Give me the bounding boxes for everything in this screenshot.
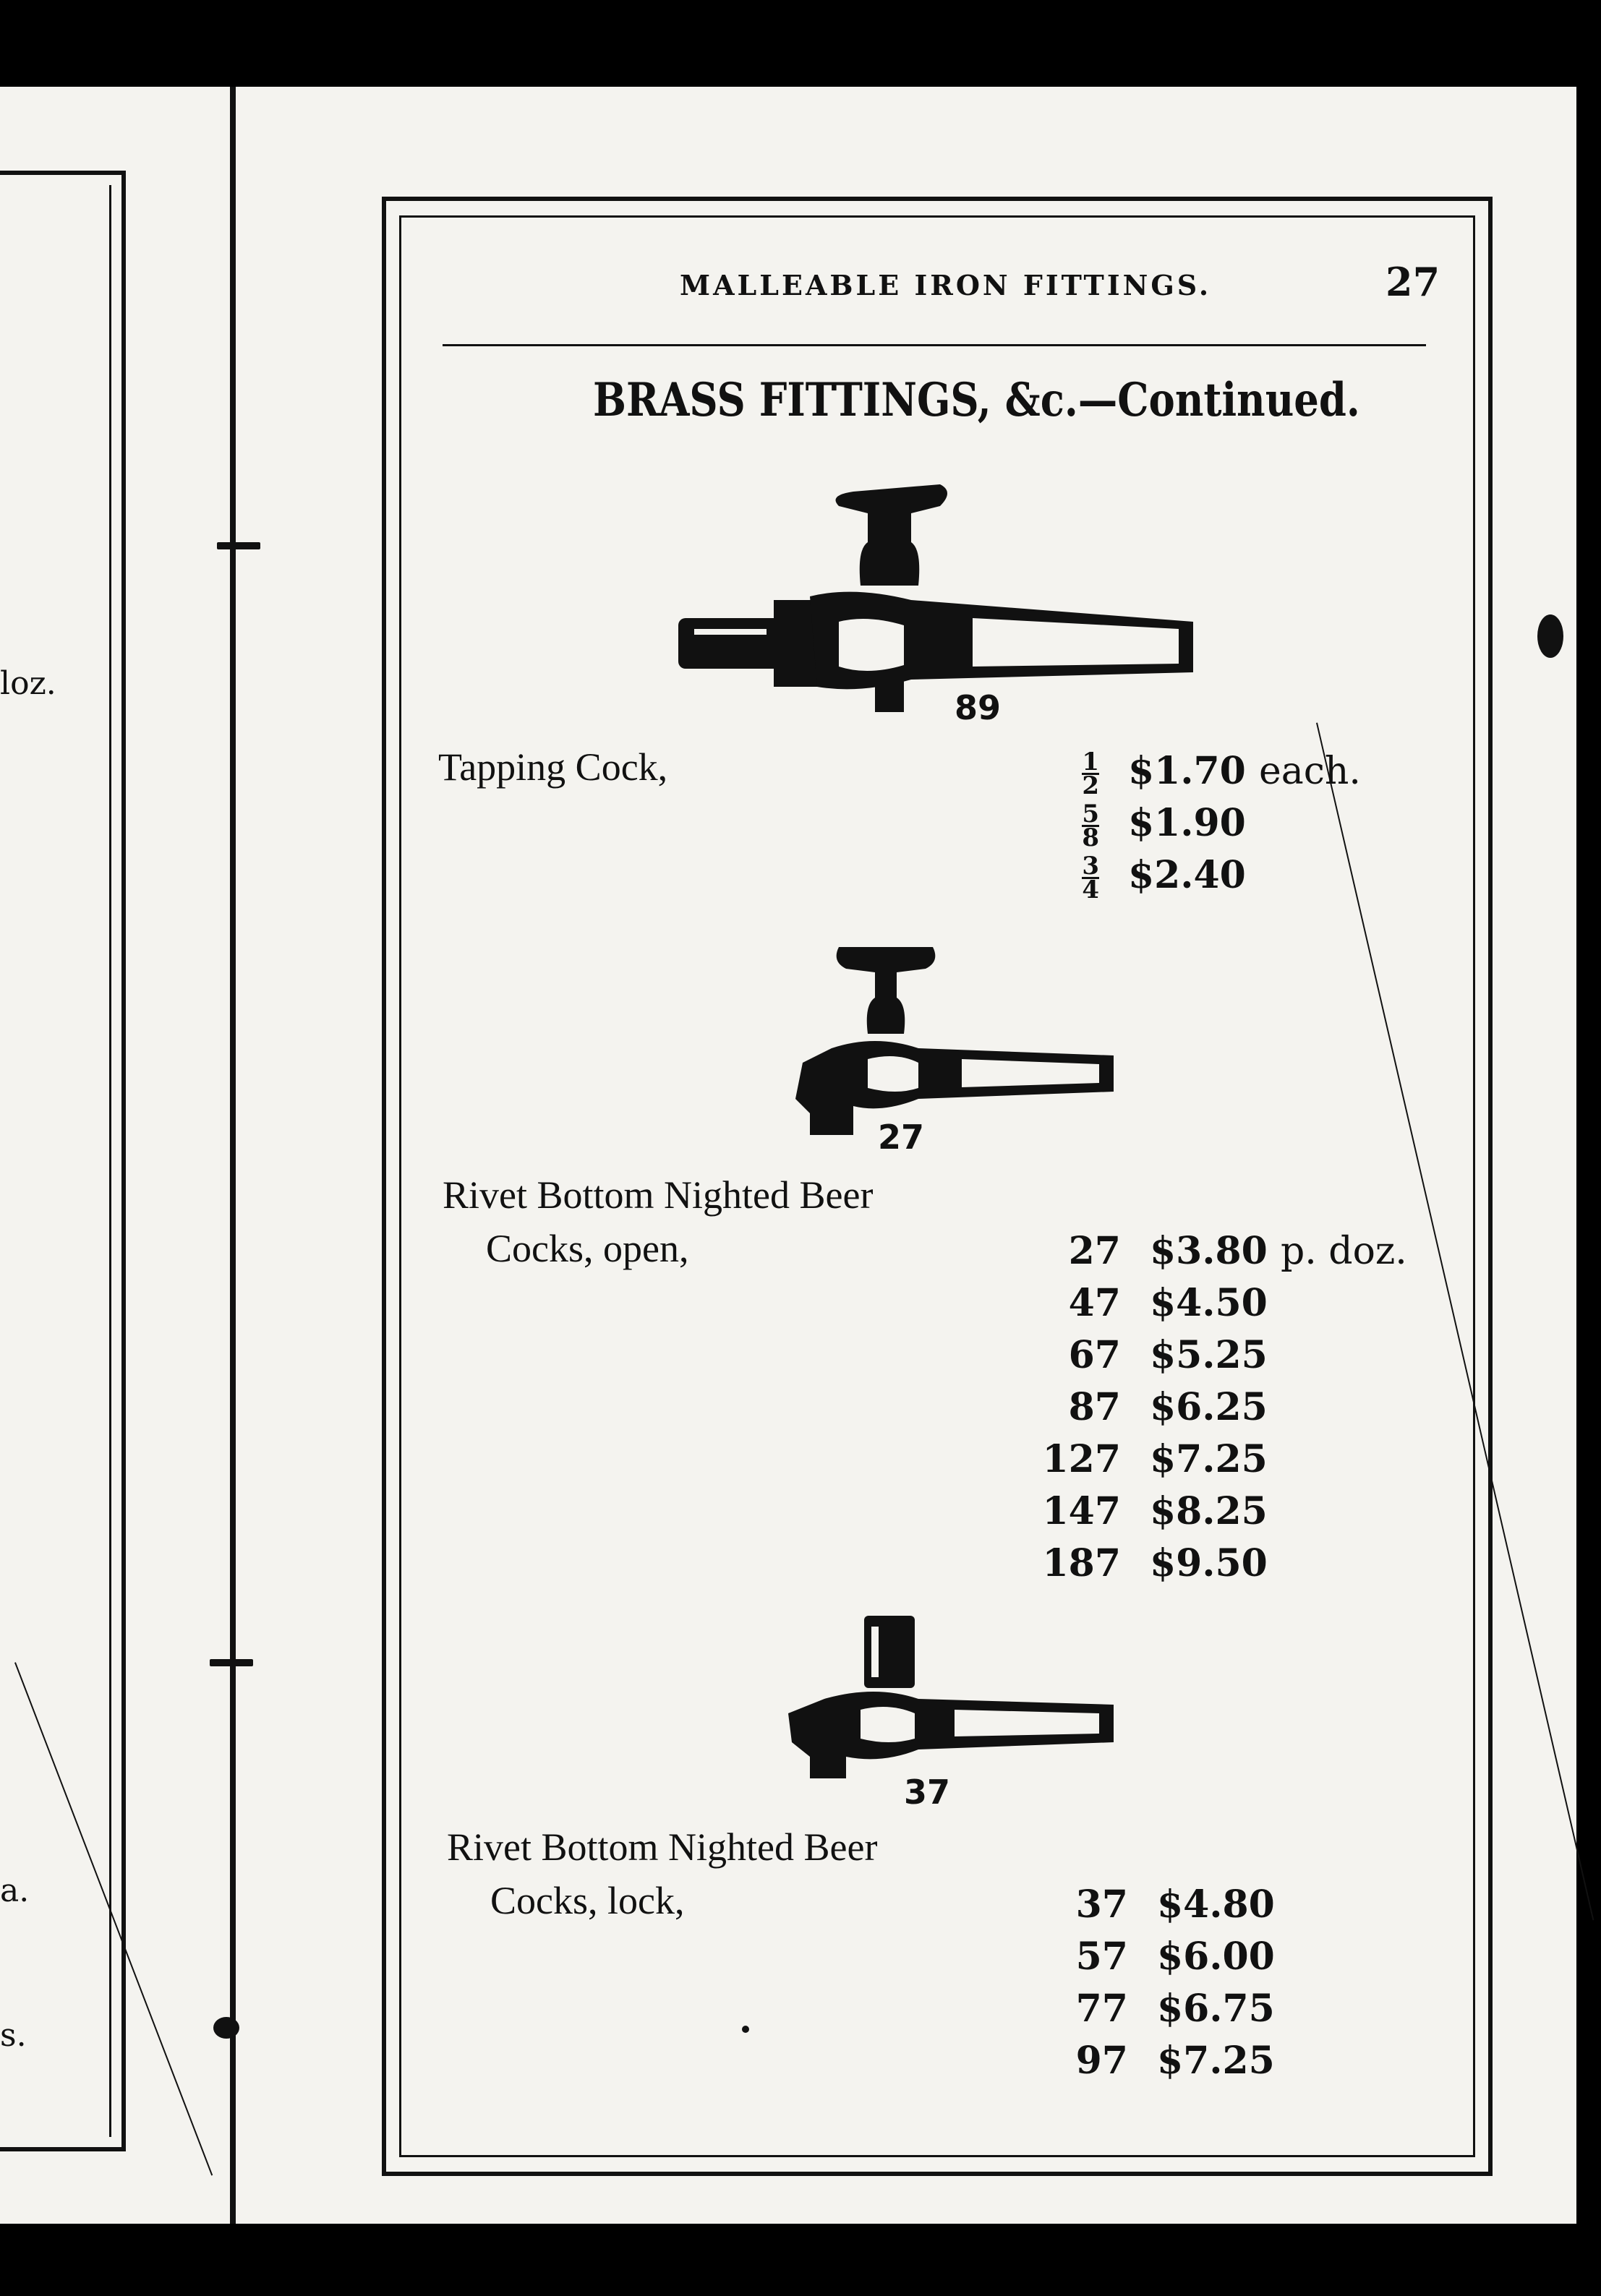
size: 147 [1042,1489,1121,1533]
item-name: Rivet Bottom Nighted Beer [447,1825,878,1869]
left-page-fragment: s. [0,2017,27,2054]
price: $4.80 [1157,1882,1275,1927]
size: 67 [1068,1333,1121,1377]
item-name: Rivet Bottom Nighted Beer [443,1173,874,1217]
figure-number: 89 [955,688,1002,727]
item-name: Cocks, lock, [490,1879,685,1922]
price: $6.00 [1157,1935,1275,1979]
size: 57 [1075,1935,1128,1979]
header-rule [443,344,1426,346]
size-fraction: $\frac{5}{8}$ [1082,800,1099,852]
size-fraction: $\frac{3}{4}$ [1082,852,1099,904]
size: 47 [1068,1281,1121,1325]
left-page-fragment: a. [0,1872,30,1909]
book-gutter [230,87,236,2224]
price: $6.75 [1157,1987,1275,2031]
size-fraction: $\frac{1}{2}$ [1082,748,1099,800]
size: 127 [1042,1437,1121,1481]
ink-speck [742,2026,749,2033]
price: $2.40 [1128,853,1246,897]
size: 37 [1075,1882,1128,1927]
item-name: Cocks, open, [486,1227,689,1270]
size: 87 [1068,1385,1121,1429]
price: $9.50 [1150,1541,1268,1585]
ink-mark [213,2017,239,2039]
price: $3.80 p. doz. [1150,1229,1407,1273]
beer-cock-open-illustration [788,940,1121,1149]
price: $7.25 [1150,1437,1268,1481]
left-page-border [0,171,126,2151]
running-head: MALLEABLE IRON FITTINGS. [680,269,1212,301]
page-number: 27 [1386,259,1440,305]
item-name: Tapping Cock, [438,745,668,789]
ink-mark [217,542,260,549]
ink-mark [210,1659,253,1666]
price: $6.25 [1150,1385,1268,1429]
beer-cock-lock-illustration [781,1612,1121,1786]
ink-blot [1537,614,1563,658]
price: $1.70 each. [1128,749,1361,793]
price: $5.25 [1150,1333,1268,1377]
price: $7.25 [1157,2039,1275,2083]
size: 77 [1075,1987,1128,2031]
section-title: BRASS FITTINGS, &c.—Continued. [593,373,1360,427]
figure-number: 37 [904,1773,951,1812]
size: 97 [1075,2039,1128,2083]
left-page-fragment: loz. [0,665,56,702]
figure-number: 27 [878,1118,925,1157]
price: $1.90 [1128,801,1246,845]
price: $8.25 [1150,1489,1268,1533]
price: $4.50 [1150,1281,1268,1325]
size: 27 [1068,1229,1121,1273]
tapping-cock-illustration [673,477,1208,716]
size: 187 [1042,1541,1121,1585]
